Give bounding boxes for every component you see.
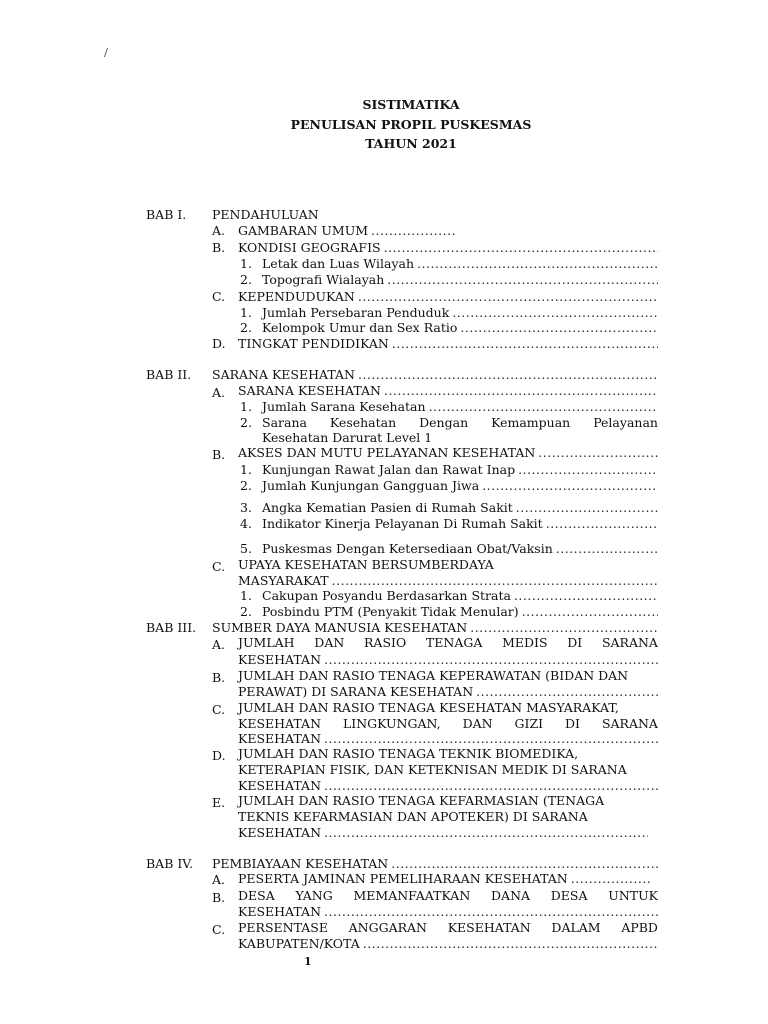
bab-2-c1-number: 1. — [240, 588, 252, 603]
doc-title-line-1: SISTIMATIKA — [362, 97, 460, 112]
justified-word: LINGKUNGAN, — [342, 716, 441, 731]
bab-3-e-letter: E. — [212, 795, 226, 810]
bab-3-d-text-line-2: KETERAPIAN FISIK, DAN KETEKNISAN MEDIK DI SARANA — [238, 762, 627, 777]
toc-entry — [238, 684, 658, 700]
page-number: 1 — [304, 955, 312, 968]
bab-2-b5-number: 5. — [240, 541, 252, 556]
bab-1-b-letter: B. — [212, 240, 226, 255]
bab-2-c-text-line-1: UPAYA KESEHATAN BERSUMBERDAYA — [238, 557, 494, 572]
justified-word: KESEHATAN — [238, 716, 322, 731]
leader-dots — [429, 399, 658, 415]
bab-1-c-text: KEPENDUDUKAN — [238, 289, 355, 304]
bab-2-c2-text: Posbindu PTM (Penyakit Tidak Menular) — [262, 604, 519, 619]
bab-2-c-letter: C. — [212, 559, 226, 574]
justified-word: Kesehatan — [329, 415, 397, 430]
justified-word: MEDIS — [502, 635, 548, 650]
bab-2-b2-number: 2. — [240, 478, 252, 493]
bab-3-b-letter: B. — [212, 670, 226, 685]
bab-4-b-text-line-1 — [238, 888, 658, 903]
toc-entry — [262, 588, 658, 604]
bab-3-b-text-line-2: PERAWAT) DI SARANA KESEHATAN — [238, 684, 474, 699]
justified-word: DAN — [314, 635, 345, 650]
bab-1-c2-number: 2. — [240, 320, 252, 335]
bab-2-b4-text: Indikator Kinerja Pelayanan Di Rumah Sakit — [262, 516, 543, 531]
leader-dots — [324, 731, 658, 747]
doc-title-line-3: TAHUN 2021 — [365, 136, 457, 151]
bab-1-b-text: KONDISI GEOGRAFIS — [238, 240, 381, 255]
bab-2-title: SARANA KESEHATAN — [212, 367, 355, 382]
leader-dots — [358, 289, 658, 305]
toc-entry — [238, 936, 658, 952]
bab-1-title: PENDAHULUAN — [212, 207, 319, 222]
bab-3-c-text-line-3: KESEHATAN — [238, 731, 322, 746]
bab-3-e-text-line-1: JUMLAH DAN RASIO TENAGA KEFARMASIAN (TENAGA — [238, 793, 605, 808]
leader-dots — [391, 856, 658, 872]
leader-dots — [332, 573, 658, 589]
leader-dots — [387, 272, 658, 288]
bab-2-c1-text: Cakupan Posyandu Berdasarkan Strata — [262, 588, 511, 603]
justified-word: ANGGARAN — [348, 920, 427, 935]
bab-3-d-letter: D. — [212, 748, 226, 763]
toc-entry — [238, 904, 658, 920]
bab-4-b-text-line-2: KESEHATAN — [238, 904, 322, 919]
toc-entry — [238, 383, 658, 399]
justified-word: DANA — [491, 888, 531, 903]
justified-word: PERSENTASE — [238, 920, 328, 935]
bab-2-b5-text: Puskesmas Dengan Ketersediaan Obat/Vaksin — [262, 541, 553, 556]
leader-dots — [324, 652, 658, 668]
toc-entry — [262, 462, 658, 478]
leader-dots — [522, 604, 658, 620]
bab-3-d-text-line-3: KESEHATAN — [238, 778, 322, 793]
toc-entry — [212, 856, 658, 872]
doc-title-line-2: PENULISAN PROPIL PUSKESMAS — [290, 117, 532, 132]
leader-dots — [384, 383, 658, 399]
toc-entry — [262, 516, 658, 532]
justified-word: SARANA — [601, 716, 658, 731]
leader-dots — [538, 445, 658, 461]
bab-2-a-text: SARANA KESEHATAN — [238, 383, 381, 398]
leader-dots — [324, 904, 658, 920]
leader-dots — [324, 825, 648, 841]
justified-word: SARANA — [601, 635, 658, 650]
bab-2-b1-number: 1. — [240, 462, 252, 477]
bab-3-e-text-line-2: TEKNIS KEFARMASIAN DAN APOTEKER) DI SARANA — [238, 809, 588, 824]
bab-3-d-text-line-1: JUMLAH DAN RASIO TENAGA TEKNIK BIOMEDIKA, — [238, 746, 579, 761]
justified-word: Sarana — [262, 415, 307, 430]
justified-word: UNTUK — [608, 888, 658, 903]
bab-2-b-letter: B. — [212, 447, 226, 462]
justified-word: MEMANFAATKAN — [353, 888, 471, 903]
justified-word: JUMLAH — [238, 635, 295, 650]
toc-entry — [262, 399, 658, 415]
bab-2-a-letter: A. — [212, 385, 226, 400]
toc-entry — [238, 336, 658, 352]
leader-dots — [392, 336, 658, 352]
leader-dots — [470, 620, 658, 636]
justified-word: APBD — [621, 920, 658, 935]
bab-3-title: SUMBER DAYA MANUSIA KESEHATAN — [212, 620, 468, 635]
toc-entry — [262, 500, 658, 516]
bab-4-c-text-line-1 — [238, 920, 658, 935]
bab-4-c-letter: C. — [212, 922, 226, 937]
justified-word: Kemampuan — [491, 415, 571, 430]
leader-dots — [514, 588, 658, 604]
toc-entry — [238, 445, 658, 461]
bab-1-number: BAB I. — [146, 207, 187, 222]
leader-dots — [363, 936, 658, 952]
justified-word: DI — [565, 716, 580, 731]
leader-dots — [371, 223, 456, 239]
bab-2-b-text: AKSES DAN MUTU PELAYANAN KESEHATAN — [238, 445, 536, 460]
leader-dots — [417, 256, 658, 272]
leader-dots — [358, 367, 658, 383]
justified-word: DALAM — [551, 920, 601, 935]
toc-entry — [238, 778, 658, 794]
bab-2-a2-text-line-2: Kesehatan Darurat Level 1 — [262, 430, 433, 445]
bab-1-c1-number: 1. — [240, 305, 252, 320]
toc-entry — [238, 825, 648, 841]
toc-entry — [238, 289, 658, 305]
toc-entry — [238, 871, 652, 887]
leader-dots — [556, 541, 658, 557]
bab-3-c-text-line-1: JUMLAH DAN RASIO TENAGA KESEHATAN MASYARAKAT, — [238, 700, 619, 715]
bab-2-c-text-line-2: MASYARAKAT — [238, 573, 329, 588]
justified-word: GIZI — [514, 716, 544, 731]
bab-3-e-text-line-3: KESEHATAN — [238, 825, 322, 840]
leader-dots — [460, 320, 658, 336]
bab-1-c1-text: Jumlah Persebaran Penduduk — [262, 305, 450, 320]
toc-entry — [238, 573, 658, 589]
toc-entry — [212, 367, 658, 383]
justified-word: DI — [567, 635, 583, 650]
bab-4-title: PEMBIAYAAN KESEHATAN — [212, 856, 389, 871]
bab-3-c-text-line-2 — [238, 716, 658, 731]
toc-entry — [238, 240, 658, 256]
justified-word: DAN — [462, 716, 493, 731]
justified-word: TENAGA — [425, 635, 483, 650]
toc-entry — [212, 620, 658, 636]
leader-dots — [546, 516, 658, 532]
justified-word: YANG — [295, 888, 333, 903]
bab-1-b2-text: Topografi Wialayah — [262, 272, 385, 287]
toc-entry — [262, 305, 658, 321]
bab-4-c-text-line-2: KABUPATEN/KOTA — [238, 936, 360, 951]
bab-1-b1-text: Letak dan Luas Wilayah — [262, 256, 415, 271]
bab-2-b3-number: 3. — [240, 500, 252, 515]
bab-2-b2-text: Jumlah Kunjungan Gangguan Jiwa — [262, 478, 480, 493]
justified-word: DESA — [238, 888, 275, 903]
bab-3-c-letter: C. — [212, 702, 226, 717]
toc-entry — [262, 478, 658, 494]
bab-4-number: BAB IV. — [146, 856, 194, 871]
bab-2-b3-text: Angka Kematian Pasien di Rumah Sakit — [262, 500, 513, 515]
slash-mark: / — [104, 46, 108, 61]
bab-1-c-letter: C. — [212, 289, 226, 304]
bab-2-a2-text-line-1 — [262, 415, 658, 430]
bab-2-a1-text: Jumlah Sarana Kesehatan — [262, 399, 426, 414]
leader-dots — [516, 500, 658, 516]
leader-dots — [384, 240, 658, 256]
bab-2-b4-number: 4. — [240, 516, 252, 531]
justified-word: RASIO — [364, 635, 407, 650]
bab-1-a-text: GAMBARAN UMUM — [238, 223, 369, 238]
toc-entry — [262, 272, 658, 288]
leader-dots — [324, 778, 658, 794]
justified-word: Pelayanan — [593, 415, 658, 430]
toc-entry — [238, 223, 456, 239]
bab-3-a-text-line-2: KESEHATAN — [238, 652, 322, 667]
leader-dots — [476, 684, 658, 700]
bab-1-c2-text: Kelompok Umur dan Sex Ratio — [262, 320, 458, 335]
bab-4-a-text: PESERTA JAMINAN PEMELIHARAAN KESEHATAN — [238, 871, 568, 886]
bab-4-b-letter: B. — [212, 890, 226, 905]
justified-word: KESEHATAN — [447, 920, 531, 935]
bab-1-b2-number: 2. — [240, 272, 252, 287]
bab-3-a-letter: A. — [212, 637, 226, 652]
bab-2-a1-number: 1. — [240, 399, 252, 414]
toc-entry — [262, 320, 658, 336]
toc-entry — [262, 256, 658, 272]
toc-entry — [238, 731, 658, 747]
leader-dots — [482, 478, 658, 494]
toc-entry — [238, 652, 658, 668]
bab-2-b1-text: Kunjungan Rawat Jalan dan Rawat Inap — [262, 462, 516, 477]
toc-entry — [262, 604, 658, 620]
bab-3-a-text-line-1 — [238, 635, 658, 650]
bab-3-b-text-line-1: JUMLAH DAN RASIO TENAGA KEPERAWATAN (BIDAN DAN — [238, 668, 629, 683]
bab-1-d-letter: D. — [212, 336, 226, 351]
justified-word: DESA — [550, 888, 588, 903]
bab-3-number: BAB III. — [146, 620, 197, 635]
toc-entry — [262, 541, 658, 557]
leader-dots — [452, 305, 658, 321]
bab-1-d-text: TINGKAT PENDIDIKAN — [238, 336, 389, 351]
bab-2-number: BAB II. — [146, 367, 192, 382]
bab-4-a-letter: A. — [212, 872, 226, 887]
justified-word: Dengan — [419, 415, 469, 430]
bab-2-a2-number: 2. — [240, 415, 252, 430]
bab-1-a-letter: A. — [212, 223, 226, 238]
bab-2-c2-number: 2. — [240, 604, 252, 619]
leader-dots — [518, 462, 658, 478]
bab-1-b1-number: 1. — [240, 256, 252, 271]
leader-dots — [571, 871, 652, 887]
